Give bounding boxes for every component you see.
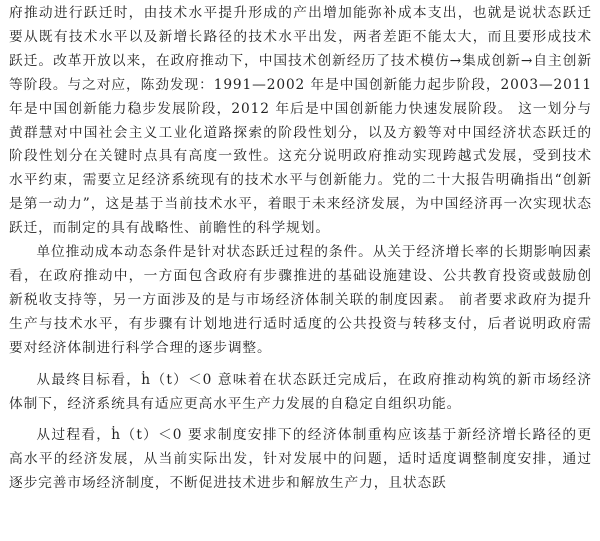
paragraph-process: 从过程看，ḣ（t）＜0 要求制度安排下的经济体制重构应该基于新经济增长路径的更高水平的经济发展，从当前实际出发，针对发展中的问题，适时适度调整制度安排，通过逐步完善市场经济制度，不断促进技术进步和解放生产力，且状态跃 bbox=[9, 427, 592, 492]
paragraph-continuation: 府推动进行跃迁时，由技术水平提升形成的产出增加能弥补成本支出，也就是说状态跃迁要从既有技术水平以及新增长路径的技术水平出发，两者差距不能太大，而且要形成技术跃迁。改革开放以来，在政府推动下，中国技术创新经历了技术模仿→集成创新→自主创新等阶段。与之对应，陈劲发现：1991—2002 年是中国创新能力起步阶段，2003—2011 年是中国创新能力稳步发展阶段，2012 年后是中国创新能力快速发展阶段。 这一划分与黄群慧对中国社会主义工业化道路探索的阶段性划分，以及方毅等对中国经济状态跃迁的阶段性划分在关键时点具有高度一致性。这充分说明政府推动实现跨越式发展，受到技术水平约束，需要立足经济系统现有的技术水平与创新能力。党的二十大报告明确指出“创新是第一动力”，这是基于当前技术水平，着眼于未来经济发展，为中国经济再一次实现状态跃迁，而制定的具有战略性、前瞻性的科学规划。 bbox=[9, 5, 592, 237]
paragraph-unit-cost-condition: 单位推动成本动态条件是针对状态跃迁过程的条件。从关于经济增长率的长期影响因素看，在政府推动中，一方面包含政府有步骤推进的基础设施建设、公共教育投资或鼓励创新税收支持等，另一方面涉及的是与市场经济体制关联的制度因素。 前者要求政府为提升生产与技术水平，有步骤有计划地进行适时适度的公共投资与转移支付，后者说明政府需要对经济体制进行科学合理的逐步调整。 bbox=[9, 244, 592, 356]
paragraph-final-goal: 从最终目标看，ḣ（t）＜0 意味着在状态跃迁完成后，在政府推动构筑的新市场经济体制下，经济系统具有适应更高水平生产力发展的自稳定自组织功能。 bbox=[9, 371, 592, 412]
